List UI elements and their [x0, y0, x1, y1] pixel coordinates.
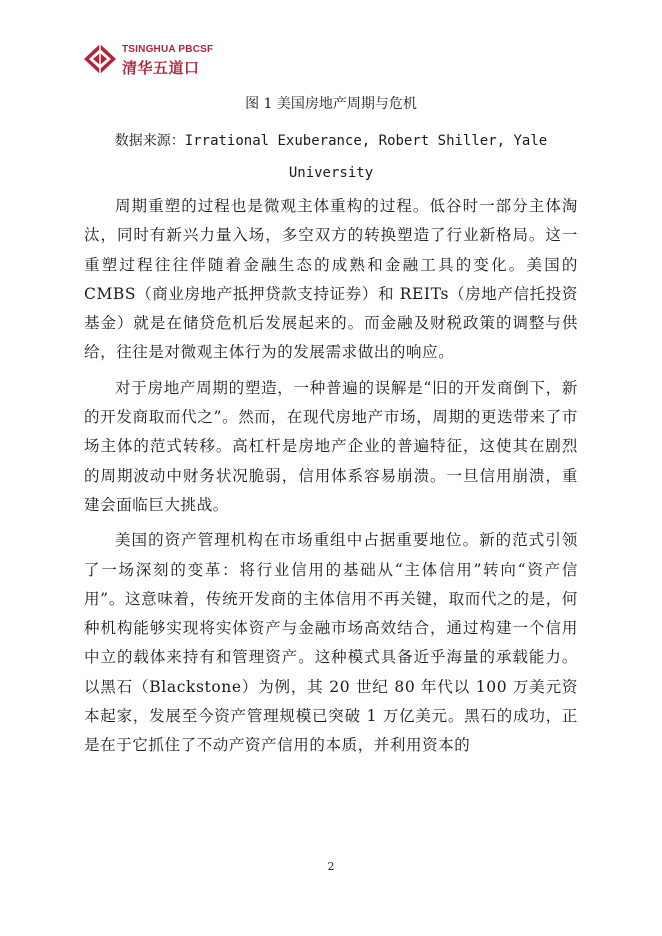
- paragraph: 对于房地产周期的塑造，一种普遍的误解是“旧的开发商倒下，新的开发商取而代之”。然而，在现代房地产市场，周期的更迭带来了市场主体的范式转移。高杠杆是房地产企业的普遍特征，这使其在剧烈的周期波动中财务状况脆弱，信用体系容易崩溃。一旦信用崩溃，重建会面临巨大挑战。: [84, 378, 578, 514]
- tsinghua-pbcsf-logo: [84, 40, 224, 80]
- logo-text-en: TSINGHUA PBCSF: [122, 44, 214, 55]
- body-text: [84, 192, 578, 767]
- paragraph: 美国的资产管理机构在市场重组中占据重要地位。新的范式引领了一场深刻的变革：将行业信用的基础从“主体信用”转向“资产信用”。这意味着，传统开发商的主体信用不再关键，取而代之的是，何种机构能够实现将实体资产与金融市场高效结合，通过构建一个信用中立的载体来持有和管理资产。这种模式具备近乎海量的承载能力。以黑石（Blackstone）为例，其 20 世纪 80 年代以 100 万美元资本起家，发展至今资产管理规模已突破 1 万亿美元。黑石的成功，正是在于它抓住了不动产资产信用的本质，并利用资本的: [84, 531, 578, 755]
- figure-title: 图 1 美国房地产周期与危机: [245, 96, 417, 112]
- page-number: 2: [327, 860, 335, 873]
- logo-emblem-icon: [84, 44, 116, 74]
- figure-source: 数据来源：Irrational Exuberance, Robert Shiller, Yale University: [114, 133, 548, 181]
- paragraph: 周期重塑的过程也是微观主体重构的过程。低谷时一部分主体淘汰，同时有新兴力量入场，多空双方的转换塑造了行业新格局。这一重塑过程往往伴随着金融生态的成熟和金融工具的变化。美国的 CMBS（商业房地产抵押贷款支持证券）和 REITs（房地产信托投资基金）就是在储贷危机后发展起来的。而金融及财税政策的调整与供给，往往是对微观主体行为的发展需求做出的响应。: [84, 197, 578, 362]
- logo-text-cn: 清华五道口: [122, 59, 200, 77]
